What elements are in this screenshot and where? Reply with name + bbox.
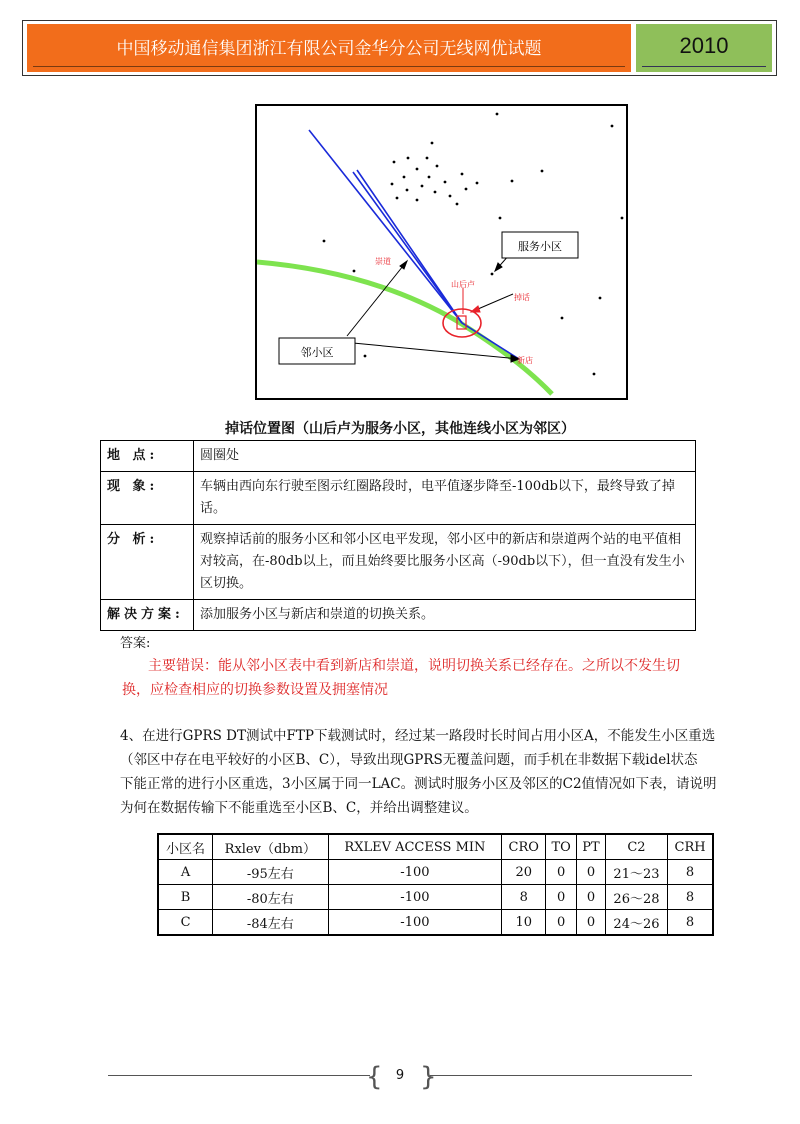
footer-brace-right: } xyxy=(420,1062,437,1092)
table-header: CRH xyxy=(668,834,713,860)
header-title: 中国移动通信集团浙江有限公司金华分公司无线网优试题 xyxy=(116,39,542,59)
info-row-solution xyxy=(101,600,696,631)
table-cell: B xyxy=(158,885,213,910)
table-header: PT xyxy=(577,834,606,860)
header-title-block xyxy=(27,24,631,72)
table-cell: 8 xyxy=(668,885,713,910)
answer-title: 答案: xyxy=(120,636,151,651)
table-cell: 8 xyxy=(502,885,546,910)
chongdao-label: 崇道 xyxy=(375,257,391,266)
cell-c2-table xyxy=(157,833,714,936)
table-cell: 8 xyxy=(668,860,713,885)
header-year-block xyxy=(636,24,772,72)
table-cell: 0 xyxy=(546,860,577,885)
footer-brace-left: { xyxy=(366,1062,383,1092)
table-cell: -100 xyxy=(328,885,502,910)
diaohua-label: 掉话 xyxy=(514,293,530,302)
drop-call-info-table xyxy=(100,440,696,631)
table-cell: A xyxy=(158,860,213,885)
table-header: C2 xyxy=(605,834,667,860)
table-cell: 0 xyxy=(546,910,577,936)
neighbor-cell-label: 邻小区 xyxy=(300,346,334,359)
table-header: 小区名 xyxy=(158,834,213,860)
table-cell: 0 xyxy=(577,885,606,910)
answer-body: 主要错误：能从邻小区表中看到新店和崇道，说明切换关系已经存在。之所以不发生切换，应检查相应的切换参数设置及拥塞情况 xyxy=(122,658,680,698)
map-caption: 掉话位置图（山后卢为服务小区，其他连线小区为邻区） xyxy=(225,421,575,437)
table-cell: -100 xyxy=(328,860,502,885)
table-cell: -100 xyxy=(328,910,502,936)
info-value: 圆圈处 xyxy=(194,441,696,472)
map-callouts xyxy=(279,232,578,365)
table-cell: 0 xyxy=(577,910,606,936)
table-cell: 10 xyxy=(502,910,546,936)
serving-cell-label: 服务小区 xyxy=(518,240,562,253)
footer-line-left xyxy=(108,1075,370,1076)
table-header: RXLEV ACCESS MIN xyxy=(328,834,502,860)
table-cell: 20 xyxy=(502,860,546,885)
shanhoulu-label: 山后卢 xyxy=(451,280,475,289)
info-key: 分 析: xyxy=(101,525,194,600)
table-cell: 24～26 xyxy=(605,910,667,936)
table-header: TO xyxy=(546,834,577,860)
table-cell: 8 xyxy=(668,910,713,936)
table-row xyxy=(158,910,713,936)
info-value: 观察掉话前的服务小区和邻小区电平发现，邻小区中的新店和崇道两个站的电平值相对较高，在-80db以上，而且始终要比服务小区高（-90db以下），但一直没有发生小区切换。 xyxy=(194,525,696,600)
xindian-label: 新店 xyxy=(517,356,533,365)
table-header: Rxlev（dbm） xyxy=(213,834,328,860)
info-value: 添加服务小区与新店和崇道的切换关系。 xyxy=(194,600,696,631)
table-cell: 21～23 xyxy=(605,860,667,885)
info-key: 解决方案: xyxy=(101,600,194,631)
header-year-underline xyxy=(642,66,766,67)
info-value: 车辆由西向东行驶至图示红圈路段时，电平值逐步降至-100db以下，最终导致了掉话。 xyxy=(194,472,696,525)
footer-line-right xyxy=(430,1075,692,1076)
question-4: 4、在进行GPRS DT测试中FTP下载测试时，经过某一路段时长时间占用小区A，不能发生小区重选（邻区中存在电平较好的小区B、C），导致出现GPRS无覆盖问题，而手机在非数据下载idel状态 下能正常的进行小区重选，3小区属于同一LAC。测试时服务小区及邻区的C2值情况如下表，请说明为何在数据传输下不能重选至小区B、C，并给出调整建议。 xyxy=(120,728,717,816)
table-cell: -84左右 xyxy=(213,910,328,936)
header-title-underline xyxy=(33,66,625,67)
drop-call-map xyxy=(255,104,628,400)
info-key: 地 点: xyxy=(101,441,194,472)
table-row xyxy=(158,885,713,910)
table-row xyxy=(158,860,713,885)
info-key: 现 象: xyxy=(101,472,194,525)
table-header-row xyxy=(158,834,713,860)
map-svg xyxy=(257,106,626,398)
table-cell: -95左右 xyxy=(213,860,328,885)
table-cell: 0 xyxy=(577,860,606,885)
page-number: 9 xyxy=(395,1068,405,1083)
header-year: 2010 xyxy=(679,33,729,58)
info-row-analysis xyxy=(101,525,696,600)
table-cell: C xyxy=(158,910,213,936)
table-cell: 26～28 xyxy=(605,885,667,910)
info-row-location xyxy=(101,441,696,472)
info-row-phenomenon xyxy=(101,472,696,525)
table-header: CRO xyxy=(502,834,546,860)
table-cell: -80左右 xyxy=(213,885,328,910)
green-route xyxy=(257,262,552,394)
neighbor-links xyxy=(309,130,519,359)
table-cell: 0 xyxy=(546,885,577,910)
